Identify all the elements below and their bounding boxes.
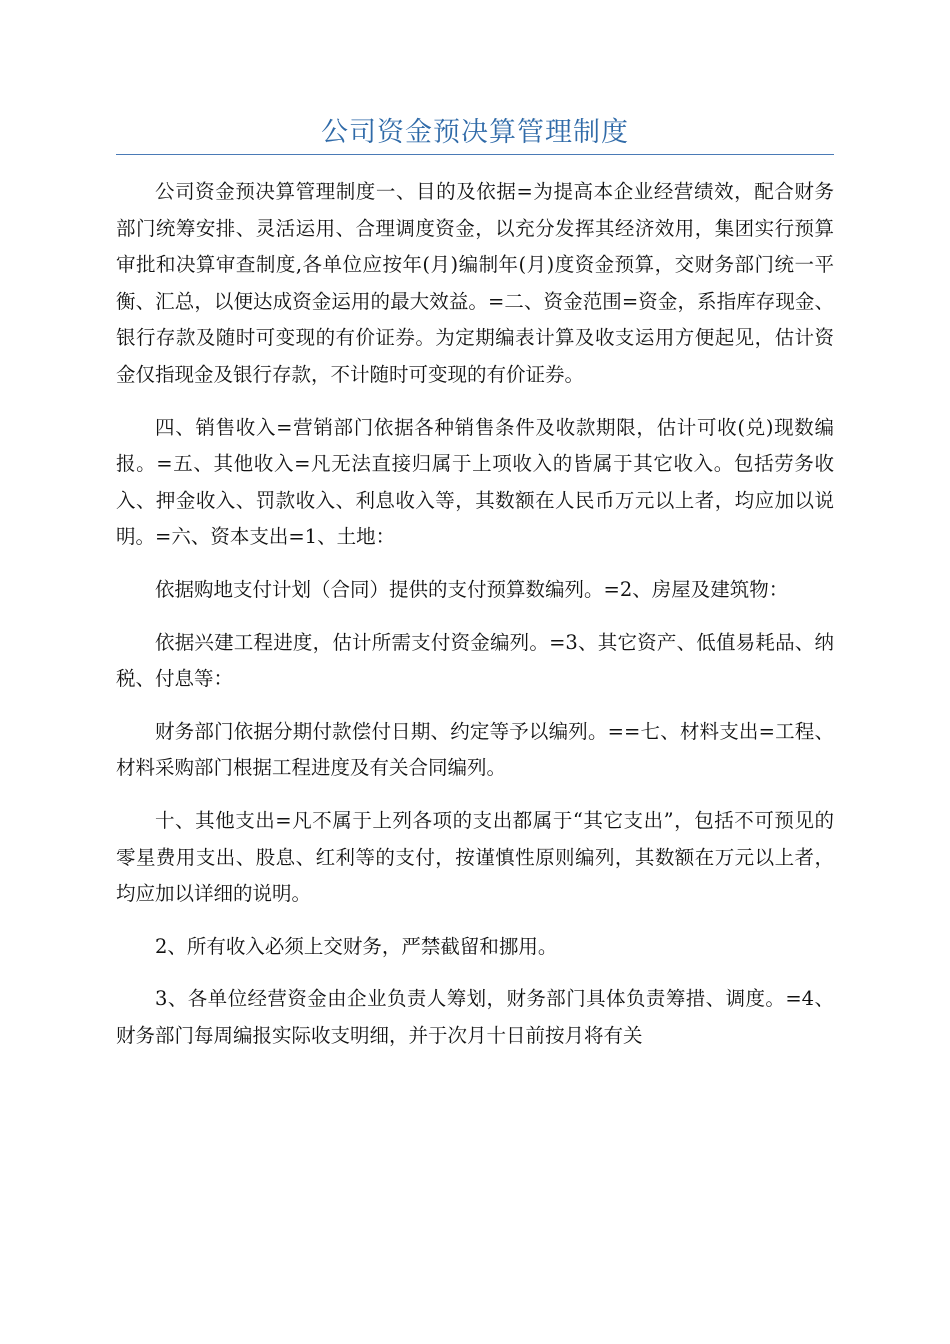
paragraph-purpose: 公司资金预决算管理制度一、目的及依据=为提高本企业经营绩效，配合财务部门统筹安排、灵活运用、合理调度资金，以充分发挥其经济效用，集团实行预算审批和决算审查制度,各单位应按年(月)编制年(月)度资金预算，交财务部门统一平衡、汇总，以便达成资金运用的最大效益。=二、资金范围=资金，系指库存现金、银行存款及随时可变现的有价证券。为定期编表计算及收支运用方便起见，估计资金仅指现金及银行存款，不计随时可变现的有价证券。 <box>116 180 834 386</box>
paragraph-sales-income: 四、销售收入=营销部门依据各种销售条件及收款期限，估计可收(兑)现数编报。=五、其他收入=凡无法直接归属于上项收入的皆属于其它收入。包括劳务收入、押金收入、罚款收入、利息收入等，其数额在人民币万元以上者，均应加以说明。=六、资本支出=1、土地： <box>116 415 834 549</box>
document-title: 公司资金预决算管理制度 <box>321 117 629 148</box>
document-body <box>116 174 834 1070</box>
paragraph-land: 依据购地支付计划（合同）提供的支付预算数编列。=2、房屋及建筑物： <box>155 577 789 601</box>
paragraph-fund-management: 3、各单位经营资金由企业负责人筹划，财务部门具体负责筹措、调度。=4、财务部门每周编报实际收支明细，并于次月十日前按月将有关 <box>116 987 834 1047</box>
paragraph-other-expenses: 十、其他支出=凡不属于上列各项的支出都属于“其它支出”，包括不可预见的零星费用支出、股息、红利等的支付，按谨慎性原则编列，其数额在万元以上者，均应加以详细的说明。 <box>116 808 834 906</box>
paragraph-income-rule: 2、所有收入必须上交财务，严禁截留和挪用。 <box>155 934 558 958</box>
title-underline <box>116 154 834 155</box>
paragraph-buildings: 依据兴建工程进度，估计所需支付资金编列。=3、其它资产、低值易耗品、纳税、付息等： <box>116 630 834 691</box>
paragraph-finance-installments: 财务部门依据分期付款偿付日期、约定等予以编列。==七、材料支出=工程、材料采购部门根据工程进度及有关合同编列。 <box>116 719 834 780</box>
